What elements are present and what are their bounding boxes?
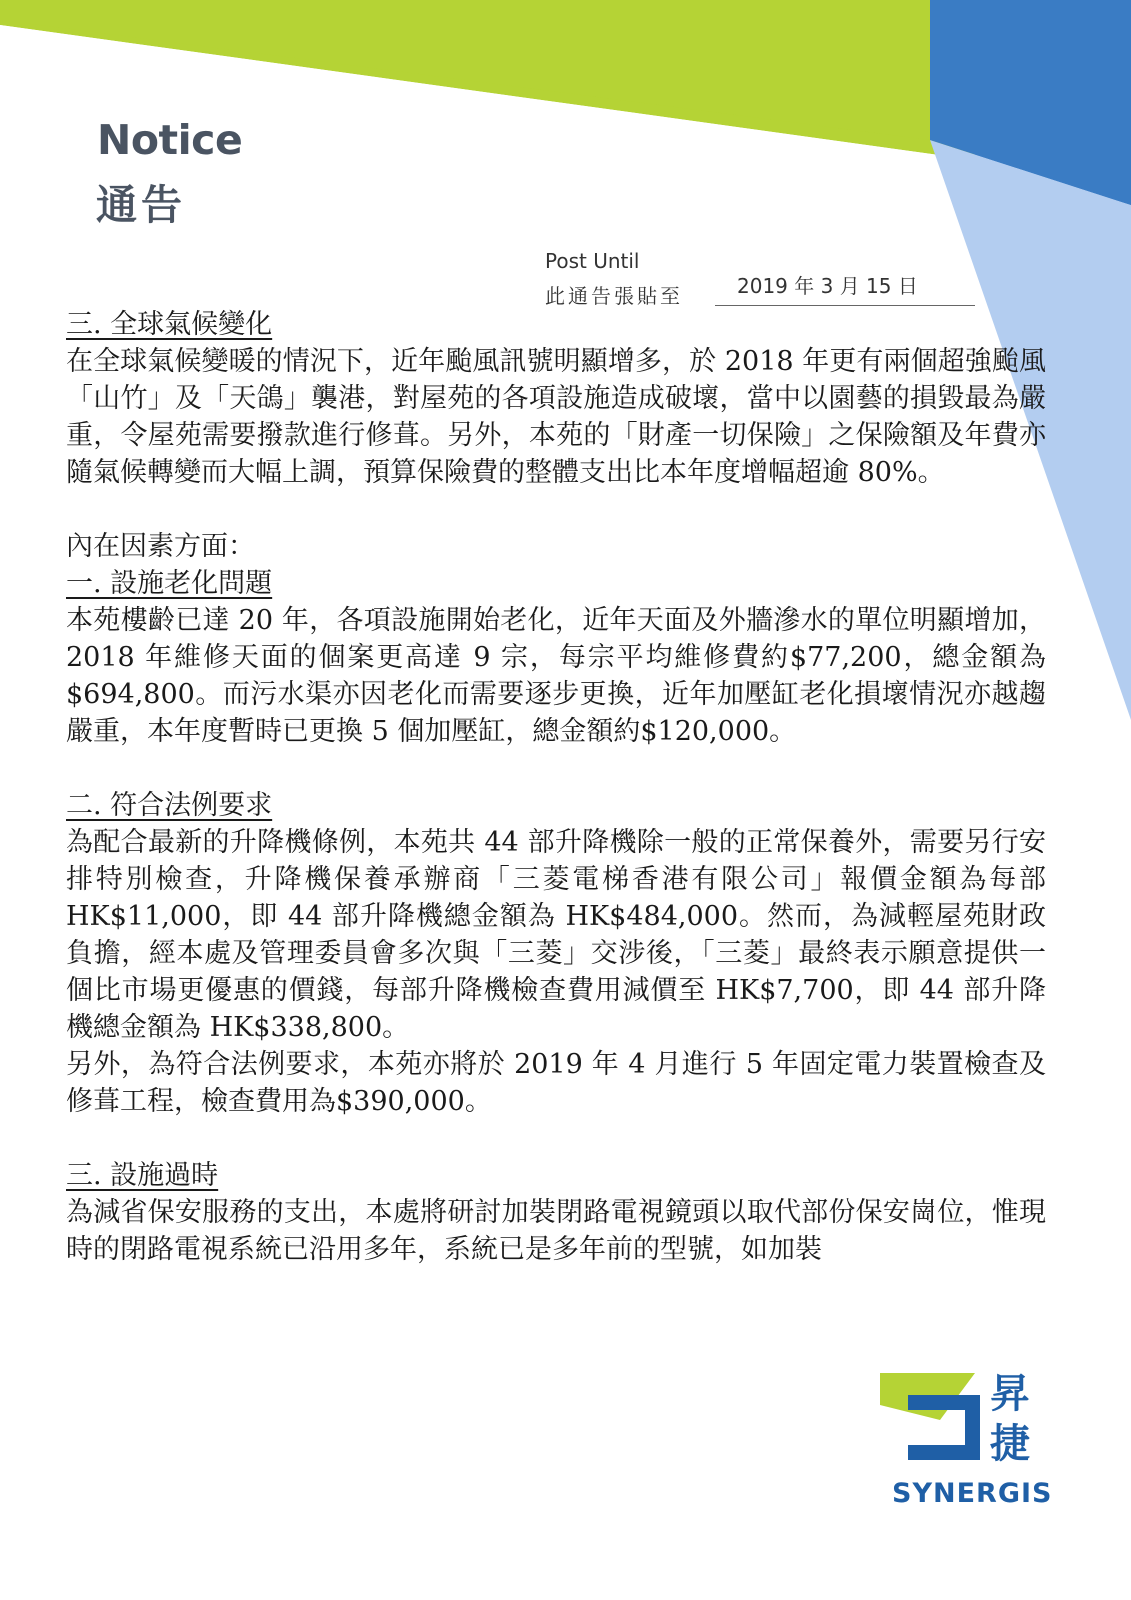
section-paragraph: 為配合最新的升降機條例，本苑共 44 部升降機除一般的正常保養外，需要另行安排特別檢查，升降機保養承辦商「三菱電梯香港有限公司」報價金額為每部 HK$11,000，即 44 部升降機總金額為 HK$484,000。然而，為減輕屋苑財政負擔，經本處及管理委員會多次與「三菱」交涉後，「三菱」最終表示願意提供一個比市場更優惠的價錢，每部升降機檢查費用減價至 HK$7,700，即 44 部升降機總金額為 HK$338,800。 bbox=[66, 827, 1046, 1043]
section-heading-legal: 二. 符合法例要求 bbox=[66, 790, 273, 821]
section-paragraph: 另外，為符合法例要求，本苑亦將於 2019 年 4 月進行 5 年固定電力裝置檢查及修葺工程，檢查費用為$390,000。 bbox=[66, 1049, 1046, 1117]
section-paragraph: 在全球氣候變暖的情況下，近年颱風訊號明顯增多，於 2018 年更有兩個超強颱風「山竹」及「天鴿」襲港，對屋苑的各項設施造成破壞，當中以園藝的損毀最為嚴重，令屋苑需要撥款進行修葺。另外，本苑的「財產一切保險」之保險額及年費亦隨氣候轉變而大幅上調，預算保險費的整體支出比本年度增幅超逾 80%。 bbox=[66, 346, 1046, 488]
internal-factors-intro: 內在因素方面： bbox=[66, 531, 255, 562]
section-heading-aging: 一. 設施老化問題 bbox=[66, 568, 273, 599]
logo-text-cn-1: 昇 bbox=[990, 1371, 1030, 1417]
logo-blue-shape bbox=[908, 1395, 980, 1460]
section-heading-outdated: 三. 設施過時 bbox=[66, 1160, 219, 1191]
section-paragraph: 為減省保安服務的支出，本處將研討加裝閉路電視鏡頭以取代部份保安崗位，惟現時的閉路電視系統已沿用多年，系統已是多年前的型號，如加裝 bbox=[66, 1197, 1046, 1265]
logo-text-cn-2: 捷 bbox=[990, 1421, 1030, 1467]
post-until-label-zh: 此通告張貼至 bbox=[545, 284, 683, 308]
section-heading-climate: 三. 全球氣候變化 bbox=[66, 309, 273, 340]
notice-title-en: Notice bbox=[97, 116, 243, 164]
notice-title-zh: 通告 bbox=[96, 181, 186, 229]
post-until-date: 2019 年 3 月 15 日 bbox=[715, 272, 975, 306]
post-until-label-en: Post Until bbox=[545, 249, 640, 273]
section-paragraph: 本苑樓齡已達 20 年，各項設施開始老化，近年天面及外牆滲水的單位明顯增加，2018 年維修天面的個案更高達 9 宗，每宗平均維修費約$77,200，總金額為$694,800。而污水渠亦因老化而需要逐步更換，近年加壓缸老化損壞情況亦越趨嚴重，本年度暫時已更換 5 個加壓缸，總金額約$120,000。 bbox=[66, 605, 1046, 747]
logo-text-en: SYNERGIS bbox=[892, 1478, 1053, 1509]
notice-body bbox=[66, 306, 1046, 1268]
